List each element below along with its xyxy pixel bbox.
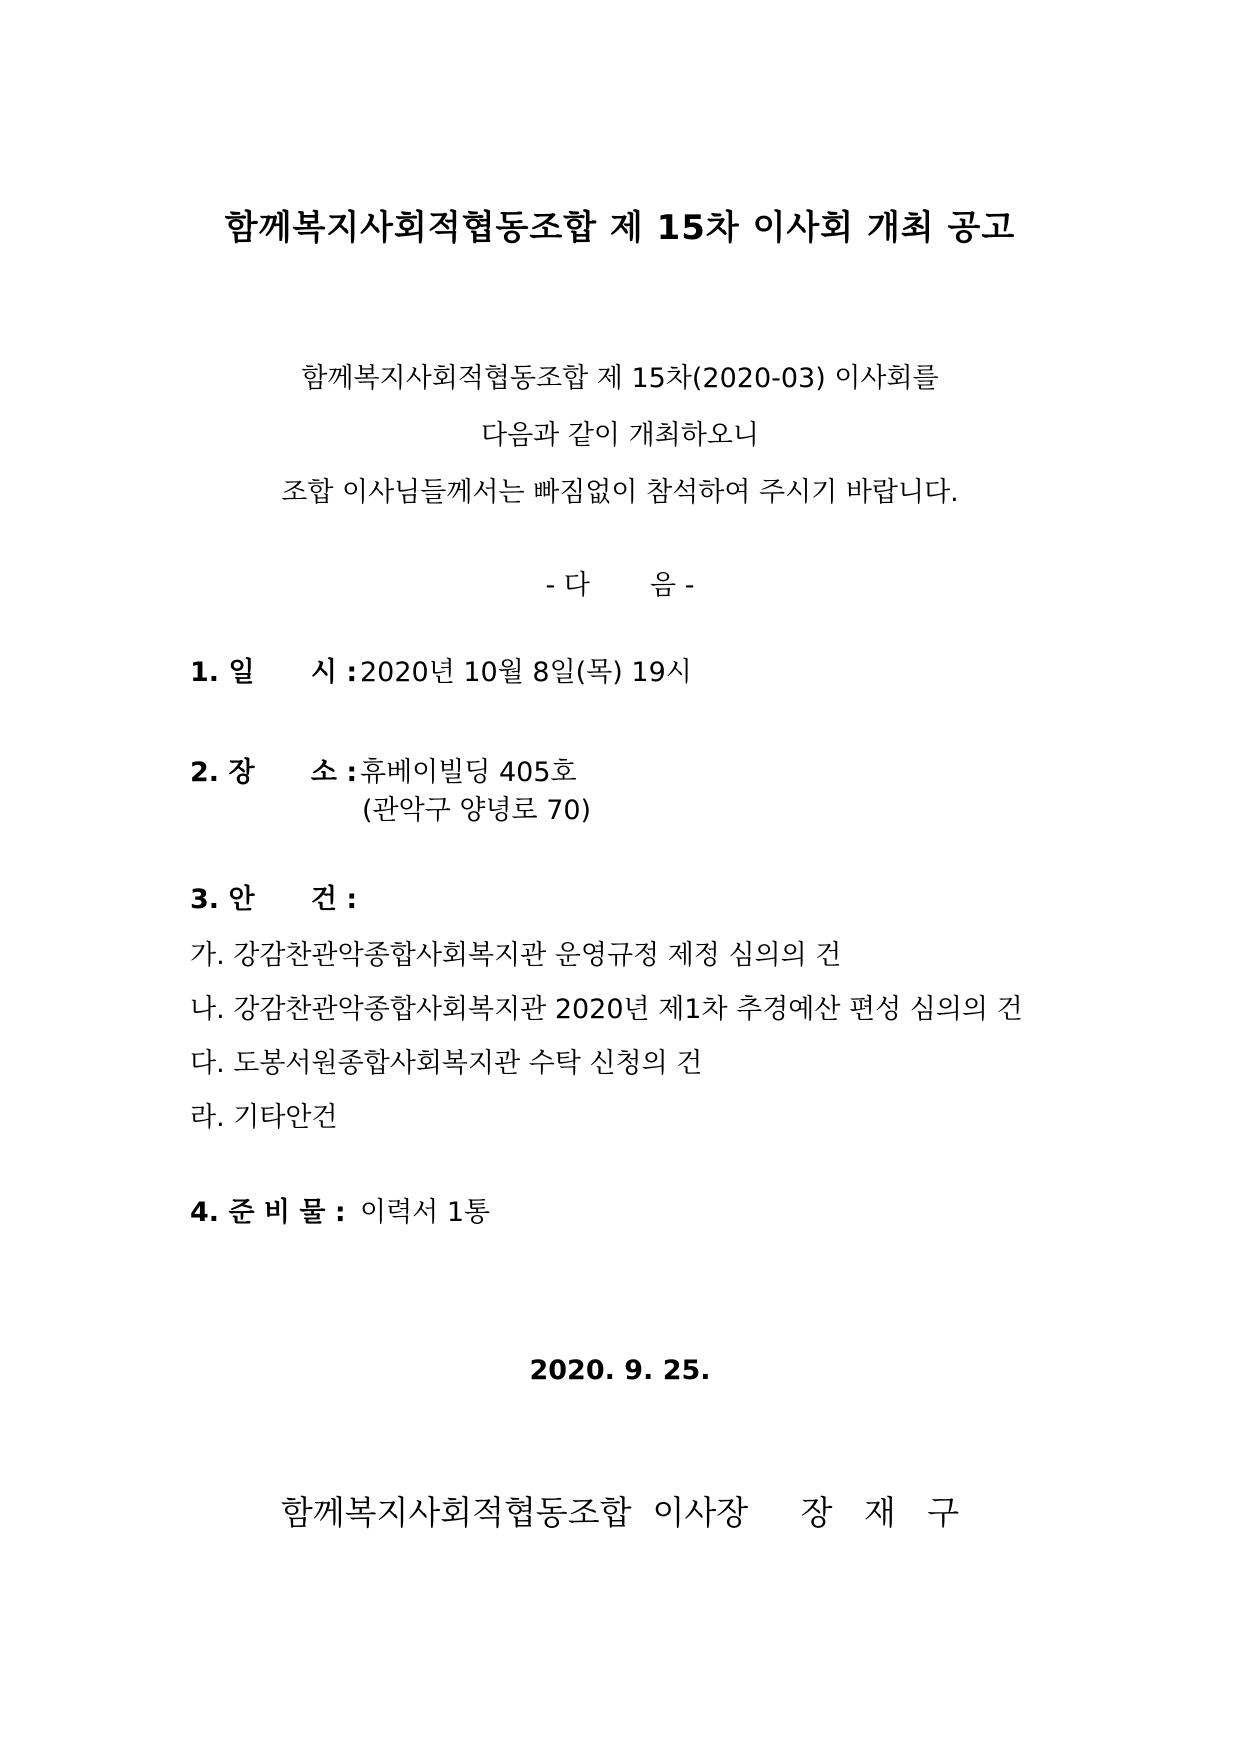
item-datetime-value: 2020년 10월 8일(목) 19시 [360,657,692,688]
section-marker: - 다 음 - [545,570,695,601]
item-location-address: (관악구 양녕로 70) [362,795,592,826]
signature-line: 함께복지사회적협동조합 이사장 장 재 구 [280,1493,960,1532]
notice-title: 함께복지사회적협동조합 제 15차 이사회 개최 공고 [224,208,1016,248]
item-datetime [190,650,692,689]
item-datetime-label: 1. 일 시 : [190,657,358,688]
agenda-item-3: 다. 도봉서원종합사회복지관 수탁 신청의 건 [190,1048,703,1079]
item-agenda-label: 3. 안 건 : [190,884,358,915]
notice-date: 2020. 9. 25. [529,1355,711,1386]
intro-paragraph [0,350,1240,521]
intro-line-2: 다음과 같이 개최하오니 [481,420,759,451]
agenda-item-2: 나. 강감찬관악종합사회복지관 2020년 제1차 추경예산 편성 심의의 건 [190,994,1023,1025]
intro-line-3: 조합 이사님들께서는 빠짐없이 참석하여 주시기 바랍니다. [281,477,959,508]
item-materials-value: 이력서 1통 [360,1197,491,1228]
item-agenda [190,877,360,916]
item-location-label: 2. 장 소 : [190,757,358,788]
item-location-value: 휴베이빌딩 405호 [360,757,577,788]
agenda-item-4: 라. 기타안건 [190,1102,338,1133]
agenda-item-1: 가. 강감찬관악종합사회복지관 운영규정 제정 심의의 건 [190,940,842,971]
item-materials-label: 4. 준 비 물 : [190,1197,346,1228]
item-location [190,750,577,789]
item-materials [190,1190,490,1229]
intro-line-1: 함께복지사회적협동조합 제 15차(2020-03) 이사회를 [301,363,939,394]
